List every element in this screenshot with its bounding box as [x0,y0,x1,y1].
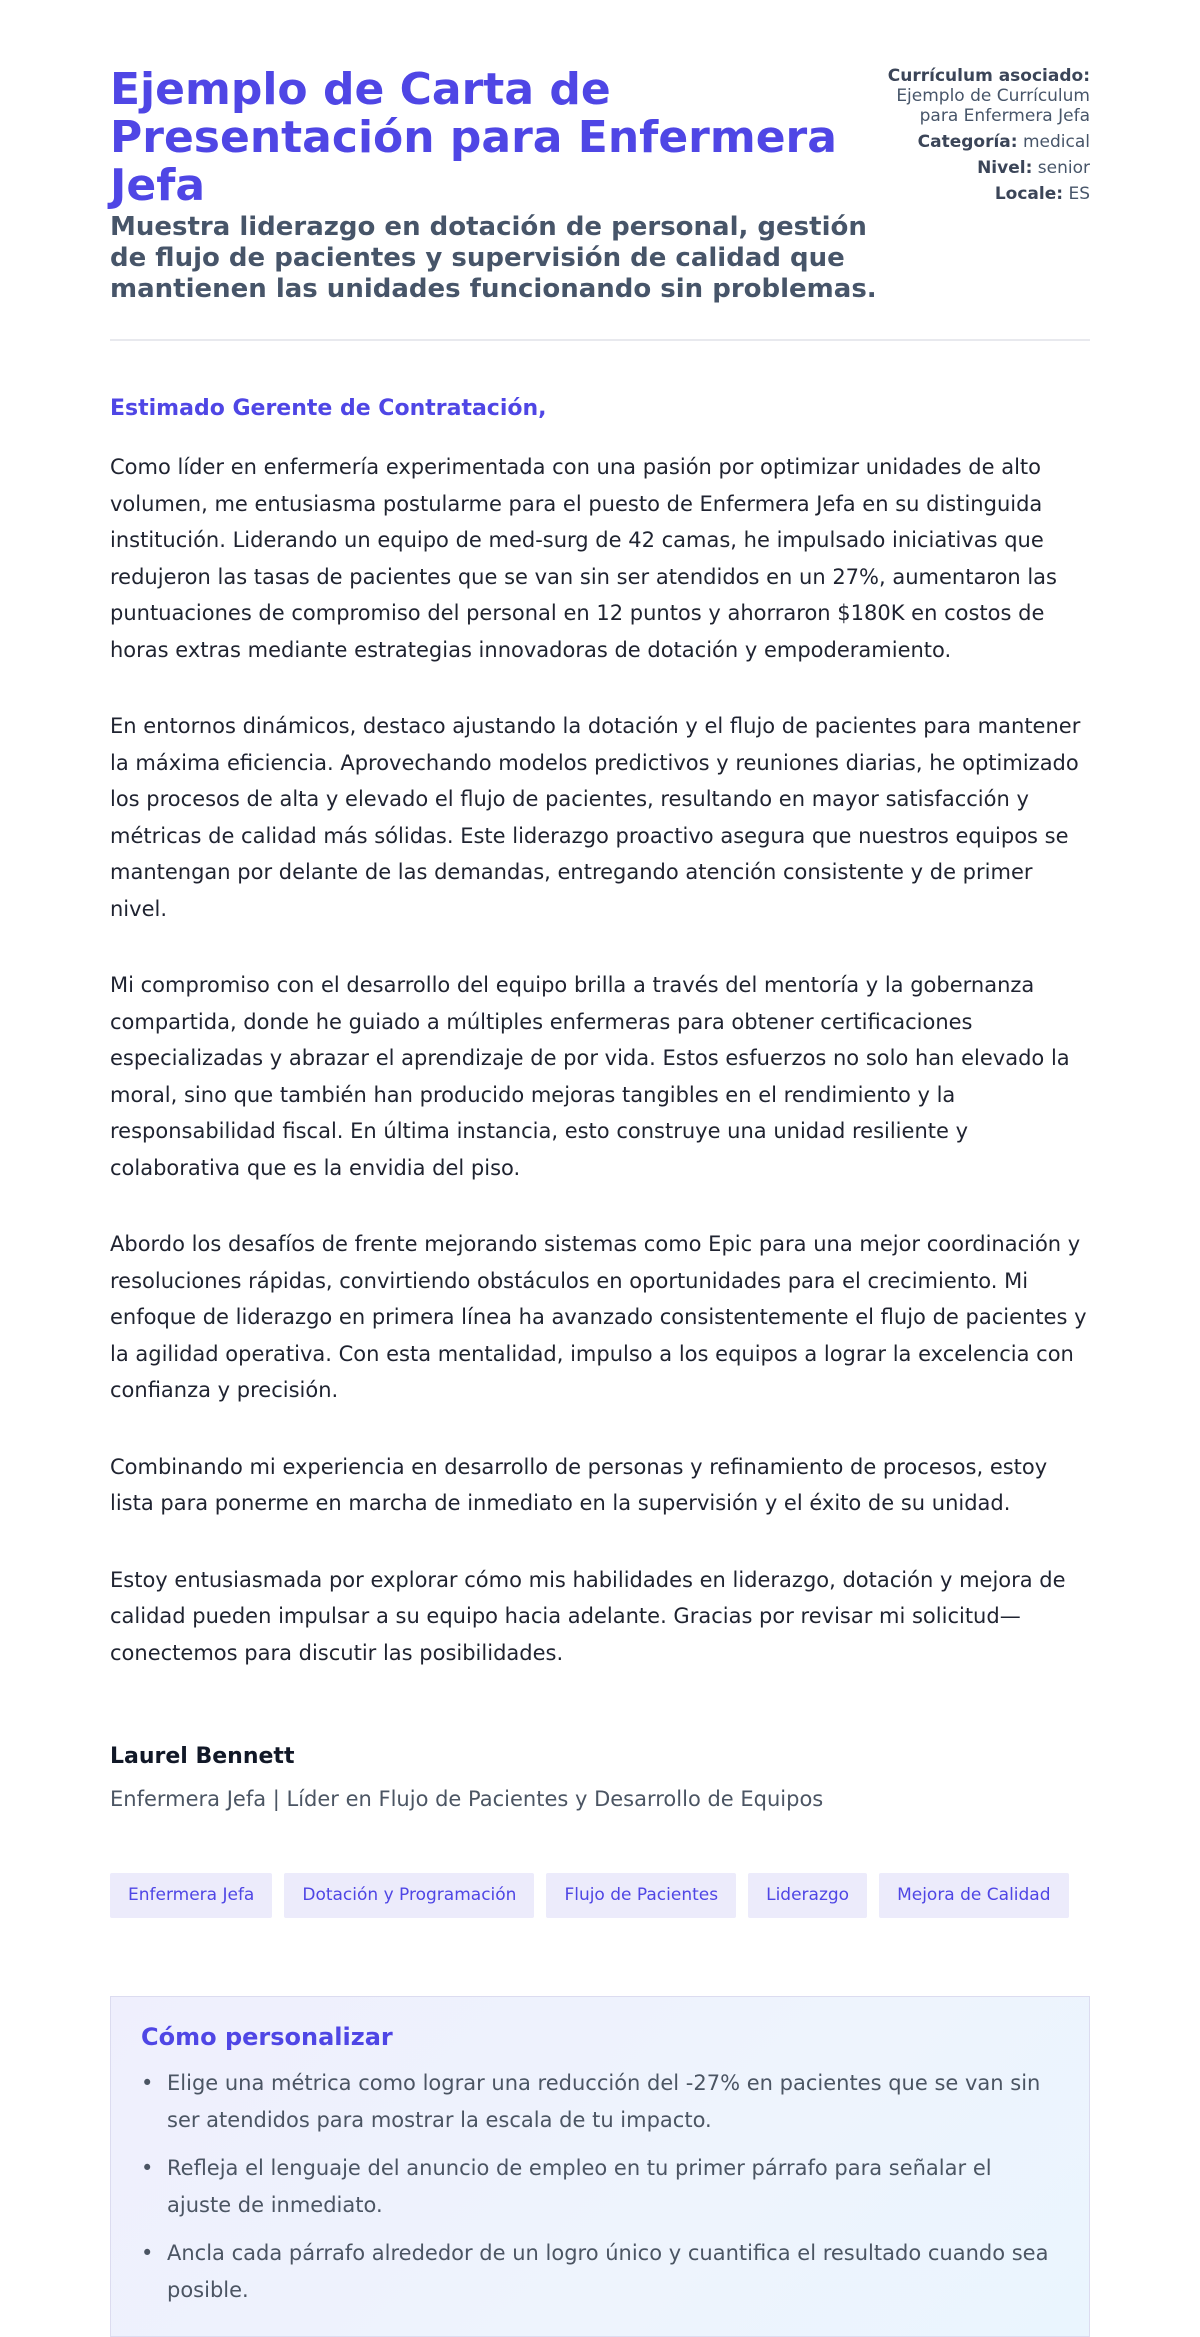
page-subtitle: Muestra liderazgo en dotación de personal, gestión de flujo de pacientes y supervisión de calidad que mantienen las unidades funcionando sin problemas. [110,212,877,304]
tip-text: Ancla cada párrafo alrededor de un logro único y cuantifica el resultado cuando sea posible. [167,2241,1049,2302]
tip-text: Elige una métrica como lograr una reducción del -27% en pacientes que se van sin ser atendidos para mostrar la escala de tu impacto. [167,2071,1041,2132]
tag-chip[interactable]: Mejora de Calidad [879,1873,1068,1918]
tip-text: Refleja el lenguaje del anuncio de empleo en tu primer párrafo para señalar el ajuste de inmediato. [167,2156,992,2217]
bullet-icon: • [141,2071,154,2095]
meta-level-value: senior [1037,158,1090,178]
meta-locale-value: ES [1068,184,1090,204]
letter-paragraph: En entornos dinámicos, destaco ajustando la dotación y el flujo de pacientes para mantener la máxima eficiencia. Aprovechando modelos predictivos y reuniones diarias, he optimizado los procesos de alta y elevado el flujo de pacientes, resultando en mayor satisfacción y métricas de calidad más sólidas. Este liderazgo proactivo asegura que nuestros equipos se mantengan por delante de las demandas, entregando atención consistente y de primer nivel. [110,714,1081,921]
meta-locale-label: Locale: [994,184,1064,204]
meta-resume-value[interactable]: Ejemplo de Currículum para Enfermera Jefa [896,86,1090,126]
tag-chip[interactable]: Enfermera Jefa [110,1873,272,1918]
meta-resume [884,66,1090,126]
tag-chip[interactable]: Liderazgo [748,1873,867,1918]
signature-name: Laurel Bennett [110,1744,295,1769]
meta-category [884,132,1090,152]
letter-greeting: Estimado Gerente de Contratación, [110,396,547,421]
page-title: Ejemplo de Carta de Presentación para Enfermera Jefa [110,64,837,211]
tag-chip[interactable]: Dotación y Programación [284,1873,534,1918]
letter-paragraph: Abordo los desafíos de frente mejorando sistemas como Epic para una mejor coordinación y resoluciones rápidas, convirtiendo obstáculos en oportunidades para el crecimiento. Mi enfoque de liderazgo en primera línea ha avanzado consistentemente el flujo de pacientes y la agilidad operativa. Con esta mentalidad, impulso a los equipos a lograr la excelencia con confianza y precisión. [110,1232,1087,1402]
customization-tips-box [110,1996,1090,2337]
tag-list [110,1873,1090,1918]
letter-paragraph: Combinando mi experiencia en desarrollo de personas y refinamiento de procesos, estoy lista para ponerme en marcha de inmediato en la supervisión y el éxito de su unidad. [110,1454,1048,1515]
letter-paragraph: Como líder en enfermería experimentada con una pasión por optimizar unidades de alto volumen, me entusiasma postularme para el puesto de Enfermera Jefa en su distinguida institución. Liderando un equipo de med-surg de 42 camas, he impulsado iniciativas que redujeron las tasas de pacientes que se van sin ser atendidos en un 27%, aumentaron las puntuaciones de compromiso del personal en 12 puntos y ahorraron $180K en costos de horas extras mediante estrategias innovadoras de dotación y empoderamiento. [110,455,1057,662]
meta-category-value: medical [1022,132,1090,152]
bullet-icon: • [141,2241,154,2265]
tip-item [141,2065,1059,2138]
meta-category-label: Categoría: [917,132,1018,152]
tip-item [141,2235,1059,2308]
meta-resume-label: Currículum asociado: [887,66,1090,86]
meta-locale [884,184,1090,204]
letter-body [110,395,1090,1671]
tip-item [141,2150,1059,2223]
meta-level-label: Nivel: [977,158,1033,178]
signature-title: Enfermera Jefa | Líder en Flujo de Pacientes y Desarrollo de Equipos [110,1787,824,1811]
letter-paragraph: Estoy entusiasmada por explorar cómo mis habilidades en liderazgo, dotación y mejora de calidad pueden impulsar a su equipo hacia adelante. Gracias por revisar mi solicitud—conectemos para discutir las posibilidades. [110,1567,1066,1665]
page-header [110,66,1090,341]
tips-title: Cómo personalizar [141,2023,393,2051]
bullet-icon: • [141,2156,154,2180]
tips-list [141,2065,1059,2308]
letter-paragraph: Mi compromiso con el desarrollo del equipo brilla a través del mentoría y la gobernanza compartida, donde he guiado a múltiples enfermeras para obtener certificaciones especializadas y abrazar el aprendizaje de por vida. Estos esfuerzos no solo han elevado la moral, sino que también han producido mejoras tangibles en el rendimiento y la responsabilidad fiscal. En última instancia, esto construye una unidad resiliente y colaborativa que es la envidia del piso. [110,973,1070,1180]
meta-panel [884,66,1090,210]
title-block [110,66,884,305]
signature-block [110,1743,1090,1813]
tag-chip[interactable]: Flujo de Pacientes [546,1873,736,1918]
meta-level [884,158,1090,178]
